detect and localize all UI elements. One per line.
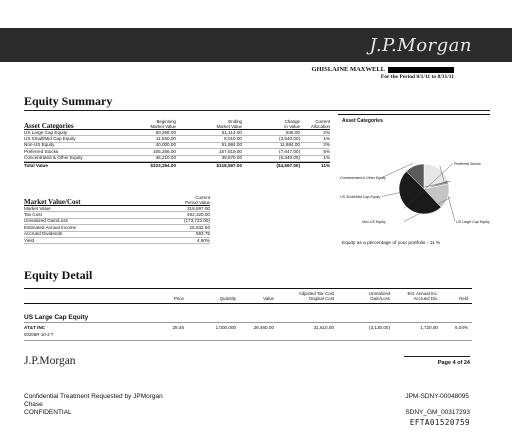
security-cusip: 00206R-10-2 T [24,332,54,337]
col-price: Price [173,296,184,301]
slice-label: Preferred Stocks [454,162,481,166]
detail-table-header [24,288,472,304]
redaction-bar [388,67,454,73]
asset-categories-heading: Asset Categories [24,122,74,130]
table-row: Concentrated & Other Equity 46,210.00 39,870.00 (6,340.00) 1% [24,155,330,161]
confidentiality-notice: Confidential Treatment Requested by JPMorgan Chase CONFIDENTIAL [24,393,163,416]
bates-numbers: JPM-SDNY-00048095 SDNY_GM_00317293 [405,393,470,416]
slice-label: US Small/Mid Cap Equity [340,195,381,199]
equity-summary-title: Equity Summary [24,94,113,108]
table-row: Preferred Stocks 165,266.00 157,619.00 (7,647.00) 5% [24,148,330,154]
pie-chart [338,123,490,237]
asset-categories-table [24,116,330,170]
table-row: Tax Cost 492,320.00 [24,212,210,218]
col-quantity: Quantity [219,296,236,301]
col-yield: Yield [458,296,468,301]
client-block [312,66,455,80]
table-row: Yield 4.90% [24,237,210,243]
chart-caption: Equity as a percentage of your portfolio - 11 % [342,241,441,246]
asset-categories-chart [338,114,490,254]
title-rule [24,110,490,111]
security-name: AT&T INC [24,325,46,330]
table-row: US Large Cap Equity 60,268.00 61,114.00 846.00 2% [24,129,330,135]
table-row: Accrued Dividends 593.75 [24,231,210,237]
header-banner [0,28,512,62]
page-number: Page 4 of 24 [437,360,470,366]
section-rule [24,322,472,323]
logo-text: J.P.Morgan [369,35,472,56]
col-value: Value [263,296,274,301]
jpmorgan-logo [362,32,472,60]
slice-label: Concentrated & Other Equity [340,176,386,180]
statement-period: For the Period 8/1/11 to 8/31/11 [380,74,454,80]
chart-title: Asset Categories [342,118,383,124]
slice-label: Non-US Equity [362,220,386,224]
total-row: Total Value $323,294.00 $318,597.00 ($4,697.00) 11% [24,163,330,169]
section-heading: US Large Cap Equity [24,314,89,321]
efta-number: EFTA01520759 [409,418,470,427]
col-unrealized: Unrealized Gain/Loss [369,291,390,301]
col-adj-tax-cost: Adjusted Tax Cost Original Cost [298,291,334,301]
row-rule [24,340,472,341]
table-row: Estimated Annual Income 15,632.50 [24,224,210,230]
table-header: Market Value/Cost Current Period Value [24,192,210,206]
market-value-cost-heading: Market Value/Cost [24,198,81,206]
market-value-cost-table [24,192,210,244]
table-row: Unrealized Gain/Loss (173,723.00) [24,218,210,224]
page-rule [404,356,470,357]
table-row: Market Value 318,597.00 [24,205,210,211]
slice-label: US Large Cap Equity [456,220,490,224]
equity-detail-title: Equity Detail [24,268,93,282]
footer-logo: J.P.Morgan [24,355,76,367]
table-row: US Small/Mid Cap Equity 11,550.00 8,010.00 (3,540.00) 1% [24,136,330,142]
client-name: GHISLAINE MAXWELL [311,66,385,73]
table-header: Asset Categories Beginning Market Value Ending Market Value Change In Value Current Allocation [24,116,330,130]
table-row: Non-US Equity 40,000.00 51,984.00 11,984.00 2% [24,142,330,148]
col-est-income: Est. Annual Inc. Accrued Div. [407,291,438,301]
